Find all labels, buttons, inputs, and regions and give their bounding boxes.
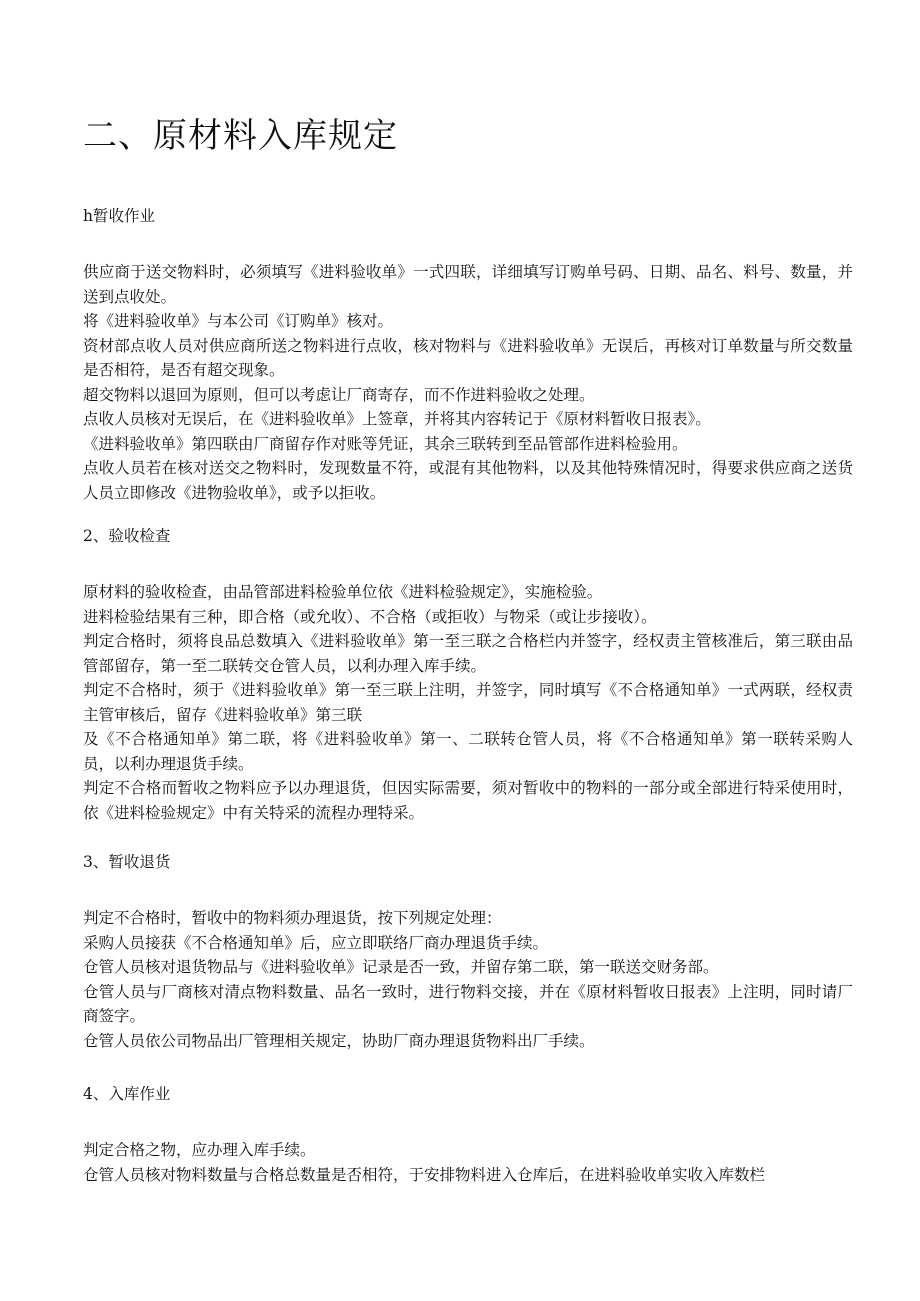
section-heading: 3、暂收退货 <box>83 853 171 871</box>
paragraph: 判定不合格时，暂收中的物料须办理退货，按下列规定处理： <box>83 909 502 927</box>
paragraph: 进料检验结果有三种，即合格（或允收）、不合格（或拒收）与物采（或让步接收）。 <box>83 607 657 626</box>
section-warehousing <box>83 1082 853 1187</box>
paragraph: 将《进料验收单》与本公司《订购单》核对。 <box>83 312 394 330</box>
section-body <box>83 580 853 825</box>
paragraph: 采购人员接获《不合格通知单》后，应立即联络厂商办理退货手续。 <box>83 933 549 952</box>
paragraph: 资材部点收人员对供应商所送之物料进行点收，核对物料与《进料验收单》无误后，再核对订单数量与所交数量是否相符，是否有超交现象。 <box>83 336 853 379</box>
section-receiving <box>83 204 853 505</box>
section-heading: 4、入库作业 <box>83 1085 171 1103</box>
paragraph: 仓管人员依公司物品出厂管理相关规定，协助厂商办理退货物料出厂手续。 <box>83 1031 595 1050</box>
paragraph: 供应商于送交物料时，必须填写《进料验收单》一式四联，详细填写订购单号码、日期、品名、料号、数量，并送到点收处。 <box>83 263 853 306</box>
paragraph: 仓管人员核对物料数量与合格总数量是否相符，于安排物料进入仓库后，在进料验收单实收入库数栏 <box>83 1165 766 1184</box>
section-heading: h暂收作业 <box>83 207 155 225</box>
paragraph: 点收人员核对无误后，在《进料验收单》上签章，并将其内容转记于《原材料暂收日报表》。 <box>83 410 711 428</box>
page-title: 二、原材料入库规定 <box>83 116 398 156</box>
paragraph: 点收人员若在核对送交之物料时，发现数量不符，或混有其他物料，以及其他特殊情况时，得要求供应商之送货人员立即修改《进物验收单》，或予以拒收。 <box>83 459 853 502</box>
paragraph: 仓管人员核对退货物品与《进料验收单》记录是否一致，并留存第二联，第一联送交财务部。 <box>83 958 719 976</box>
paragraph: 判定不合格而暂收之物料应予以办理退货，但因实际需要，须对暂收中的物料的一部分或全部进行特采使用时，依《进料检验规定》中有关特采的流程办理特采。 <box>83 779 853 822</box>
paragraph: 仓管人员与厂商核对清点物料数量、品名一致时，进行物料交接，并在《原材料暂收日报表》上注明，同时请厂商签字。 <box>83 982 853 1025</box>
section-inspection <box>83 524 853 825</box>
paragraph: 《进料验收单》第四联由厂商留存作对账等凭证，其余三联转到至品管部作进料检验用。 <box>83 434 688 453</box>
paragraph: 判定合格时，须将良品总数填入《进料验收单》第一至三联之合格栏内并签字，经权责主管核准后，第三联由品管部留存，第一至二联转交仓管人员，以利办理入库手续。 <box>83 632 853 675</box>
paragraph: 超交物料以退回为原则，但可以考虑让厂商寄存，而不作进料验收之处理。 <box>83 385 595 404</box>
section-returns <box>83 850 853 1053</box>
section-body <box>83 260 853 505</box>
section-body <box>83 1138 853 1187</box>
paragraph: 原材料的验收检查，由品管部进料检验单位依《进料检验规定》，实施检验。 <box>83 583 603 601</box>
section-body <box>83 906 853 1053</box>
paragraph: 及《不合格通知单》第二联，将《进料验收单》第一、二联转仓管人员，将《不合格通知单》第一联转采购人员，以利办理退货手续。 <box>83 730 853 773</box>
paragraph: 判定合格之物，应办理入库手续。 <box>83 1141 316 1159</box>
paragraph: 判定不合格时，须于《进料验收单》第一至三联上注明，并签字，同时填写《不合格通知单》一式两联，经权责主管审核后，留存《进料验收单》第三联 <box>83 681 853 724</box>
section-heading: 2、验收检查 <box>83 527 171 545</box>
